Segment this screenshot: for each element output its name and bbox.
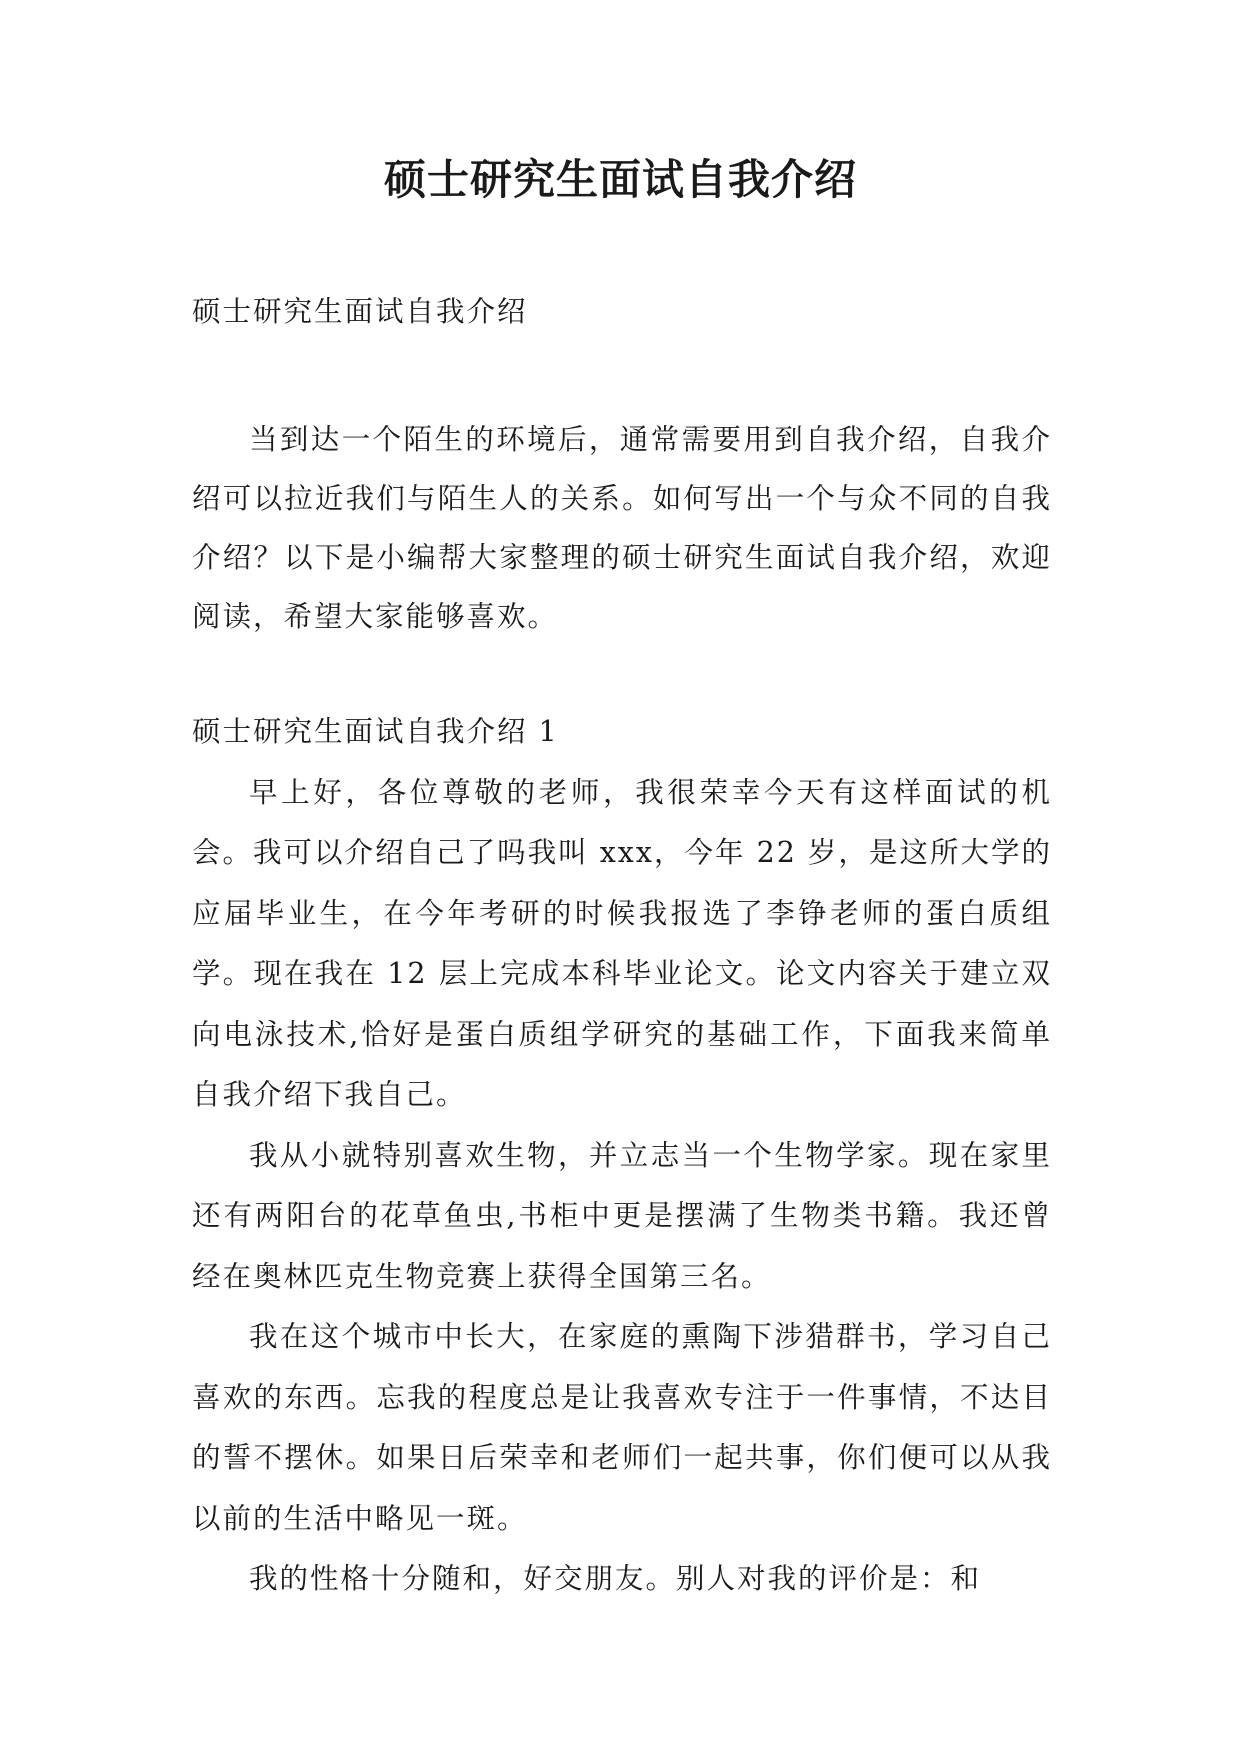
- intro-paragraph: 当到达一个陌生的环境后，通常需要用到自我介绍，自我介绍可以拉近我们与陌生人的关系。如何写出一个与众不同的自我介绍？以下是小编帮大家整理的硕士研究生面试自我介绍，欢迎阅读，希望大家能够喜欢。: [192, 423, 1052, 633]
- section-1-heading: 硕士研究生面试自我介绍 1: [192, 715, 559, 748]
- document-title: 硕士研究生面试自我介绍: [383, 155, 857, 204]
- section-1-paragraph-2: 我从小就特别喜欢生物，并立志当一个生物学家。现在家里还有两阳台的花草鱼虫,书柜中更是摆满了生物类书籍。我还曾经在奥林匹克生物竞赛上获得全国第三名。: [192, 1138, 1052, 1293]
- document-subtitle: 硕士研究生面试自我介绍: [192, 295, 528, 328]
- section-1-paragraph-1: 早上好，各位尊敬的老师，我很荣幸今天有这样面试的机会。我可以介绍自己了吗我叫 xxx，今年 22 岁，是这所大学的应届毕业生，在今年考研的时候我报选了李铮老师的蛋白质组学。现在我在 12 层上完成本科毕业论文。论文内容关于建立双向电泳技术,恰好是蛋白质组学研究的基础工作，下面我来简单自我介绍下我自己。: [192, 775, 1052, 1111]
- section-1-paragraph-3: 我在这个城市中长大，在家庭的熏陶下涉猎群书，学习自己喜欢的东西。忘我的程度总是让我喜欢专注于一件事情，不达目的誓不摆休。如果日后荣幸和老师们一起共事，你们便可以从我以前的生活中略见一斑。: [192, 1320, 1052, 1535]
- section-1: [192, 702, 1052, 1610]
- section-1-paragraph-4: 我的性格十分随和，好交朋友。别人对我的评价是：和: [249, 1562, 982, 1595]
